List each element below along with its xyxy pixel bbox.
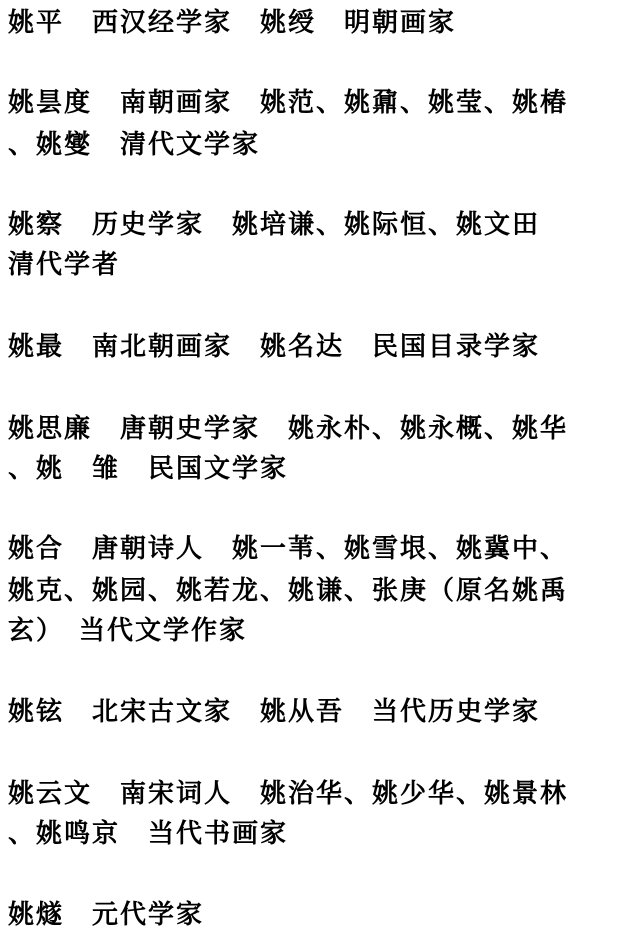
text-line: 姚云文 南宋词人 姚治华、姚少华、姚景林 [8, 779, 569, 809]
text-line: 姚燧 元代学家 [8, 900, 205, 930]
text-line: 姚察 历史学家 姚培谦、姚际恒、姚文田 [8, 210, 541, 240]
text-line: 姚昙度 南朝画家 姚范、姚鼐、姚莹、姚椿 [8, 88, 569, 118]
text-line: 、姚鸣京 当代书画家 [8, 819, 289, 849]
text-line: 清代学者 [8, 250, 121, 280]
text-line: 姚思廉 唐朝史学家 姚永朴、姚永概、姚华 [8, 414, 569, 444]
text-line: 姚最 南北朝画家 姚名达 民国目录学家 [8, 332, 541, 362]
text-line: 、姚 雏 民国文学家 [8, 454, 289, 484]
text-line: 姚铉 北宋古文家 姚从吾 当代历史学家 [8, 697, 541, 727]
text-line: 姚平 西汉经学家 姚绶 明朝画家 [8, 8, 457, 38]
text-line: 姚合 唐朝诗人 姚一苇、姚雪垠、姚冀中、 [8, 534, 569, 564]
text-line: 、姚燮 清代文学家 [8, 130, 261, 160]
text-line: 玄） 当代文学作家 [8, 616, 248, 646]
text-line: 姚克、姚园、姚若龙、姚谦、张庚（原名姚禹 [8, 576, 569, 606]
